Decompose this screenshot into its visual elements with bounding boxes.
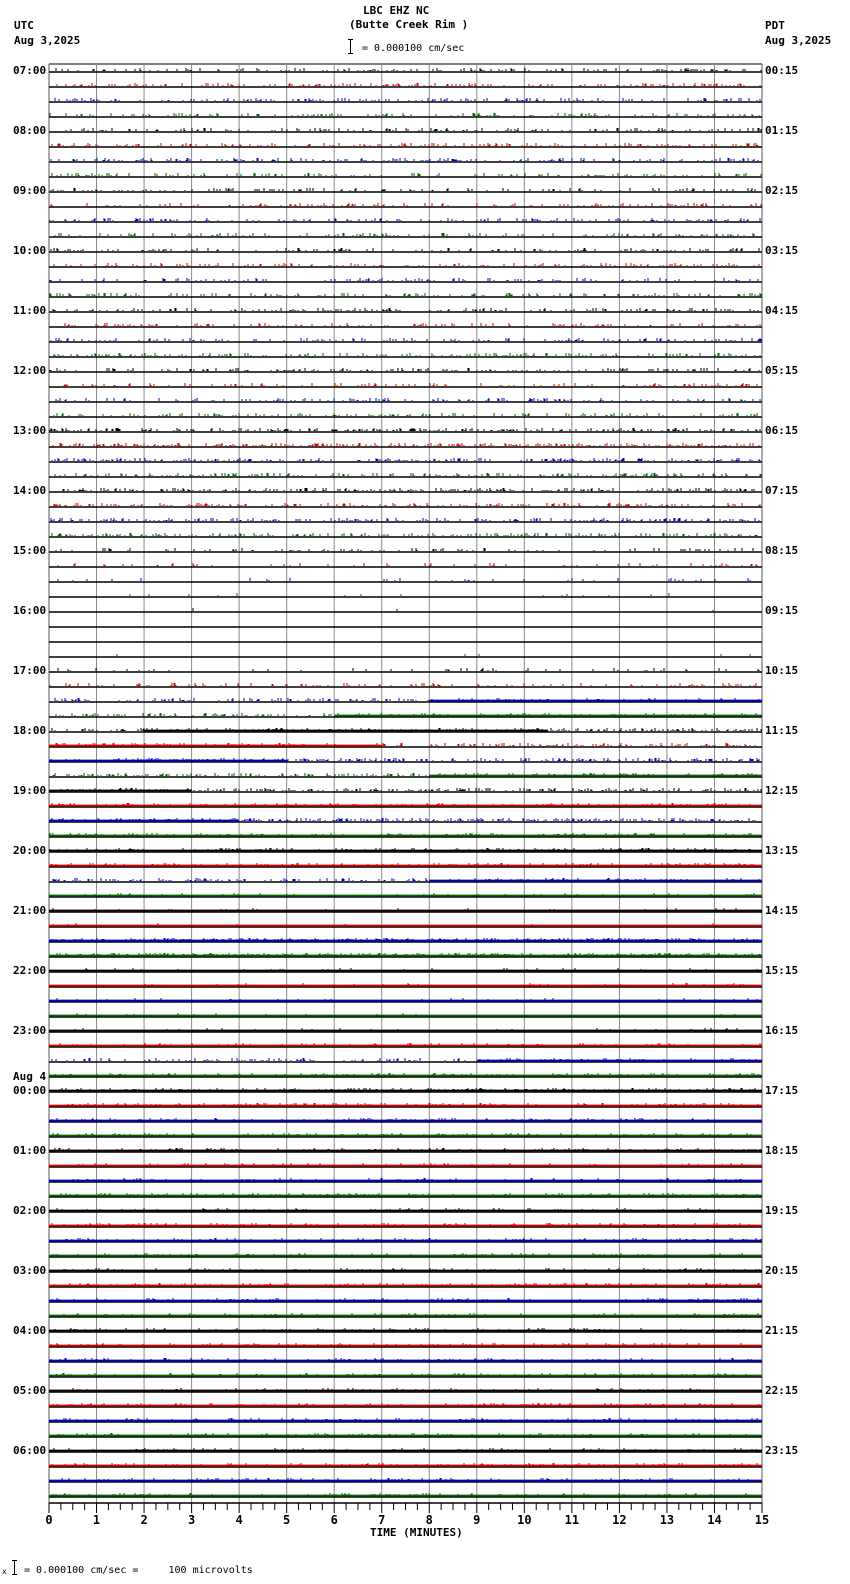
utc-hour-label: 00:00 (13, 1084, 47, 1097)
utc-hour-label: 18:00 (13, 724, 47, 737)
x-tick-label: 8 (425, 1513, 433, 1527)
pdt-hour-label: 16:15 (765, 1024, 799, 1037)
utc-hour-label: 02:00 (13, 1204, 47, 1217)
pdt-hour-label: 22:15 (765, 1384, 799, 1397)
left-timezone: UTC (14, 19, 34, 32)
pdt-hour-label: 19:15 (765, 1204, 799, 1217)
x-tick-label: 10 (517, 1513, 532, 1527)
pdt-hour-label: 23:15 (765, 1444, 799, 1457)
utc-hour-label: 04:00 (13, 1324, 47, 1337)
utc-hour-label: 03:00 (13, 1264, 47, 1277)
x-tick-label: 15 (754, 1513, 770, 1527)
x-tick-label: 9 (473, 1513, 481, 1527)
site-name: (Butte Creek Rim ) (349, 18, 469, 31)
utc-hour-label: 19:00 (13, 784, 47, 797)
footer-scale-note: = 0.000100 cm/sec = 100 microvolts (24, 1565, 253, 1576)
pdt-hour-label: 12:15 (765, 784, 799, 797)
x-tick-label: 5 (283, 1513, 291, 1527)
pdt-hour-label: 07:15 (765, 484, 799, 497)
utc-hour-label: 09:00 (13, 184, 47, 197)
utc-hour-label: 06:00 (13, 1444, 47, 1457)
right-date: Aug 3,2025 (765, 34, 832, 47)
utc-hour-label: 10:00 (13, 244, 47, 257)
pdt-hour-label: 06:15 (765, 424, 799, 437)
utc-hour-label: 15:00 (13, 544, 47, 557)
utc-hour-label: 01:00 (13, 1144, 47, 1157)
utc-hour-label: 21:00 (13, 904, 47, 917)
pdt-hour-label: 15:15 (765, 964, 799, 977)
utc-hour-label: 22:00 (13, 964, 47, 977)
utc-hour-label: 17:00 (13, 664, 47, 677)
x-axis-title: TIME (MINUTES) (370, 1526, 463, 1539)
pdt-hour-label: 04:15 (765, 304, 799, 317)
utc-hour-label: 07:00 (13, 64, 47, 77)
pdt-hour-label: 11:15 (765, 724, 799, 737)
pdt-hour-label: 17:15 (765, 1084, 799, 1097)
pdt-hour-label: 03:15 (765, 244, 799, 257)
left-date: Aug 3,2025 (14, 34, 81, 47)
x-tick-label: 1 (92, 1513, 101, 1527)
x-tick-label: 7 (378, 1513, 386, 1527)
x-tick-label: 6 (330, 1513, 338, 1527)
pdt-hour-label: 08:15 (765, 544, 799, 557)
utc-hour-label: 13:00 (13, 424, 47, 437)
pdt-hour-label: 01:15 (765, 124, 799, 137)
x-tick-label: 2 (140, 1513, 148, 1527)
utc-hour-label: 12:00 (13, 364, 47, 377)
x-tick-label: 14 (707, 1513, 722, 1527)
utc-hour-label: 23:00 (13, 1024, 47, 1037)
pdt-hour-label: 00:15 (765, 64, 799, 77)
scale-text: = 0.000100 cm/sec (362, 43, 465, 54)
utc-hour-label: 05:00 (13, 1384, 47, 1397)
pdt-hour-label: 14:15 (765, 904, 799, 917)
utc-hour-label: 16:00 (13, 604, 47, 617)
pdt-hour-label: 09:15 (765, 604, 799, 617)
pdt-hour-label: 18:15 (765, 1144, 799, 1157)
x-tick-label: 12 (612, 1513, 627, 1527)
x-tick-label: 3 (187, 1513, 196, 1527)
utc-hour-label: 14:00 (13, 484, 47, 497)
station-title: LBC EHZ NC (363, 4, 430, 17)
pdt-hour-label: 21:15 (765, 1324, 799, 1337)
x-tick-label: 11 (564, 1513, 580, 1527)
footer-prefix: x (2, 1567, 7, 1576)
date-change-label: Aug 4 (13, 1070, 47, 1083)
x-tick-label: 13 (659, 1513, 675, 1527)
right-timezone: PDT (765, 19, 785, 32)
pdt-hour-label: 05:15 (765, 364, 799, 377)
pdt-hour-label: 02:15 (765, 184, 799, 197)
pdt-hour-label: 20:15 (765, 1264, 799, 1277)
pdt-hour-label: 13:15 (765, 844, 799, 857)
footer-scale-bar-icon (14, 1560, 20, 1575)
x-tick-label: 0 (45, 1513, 53, 1527)
utc-hour-label: 20:00 (13, 844, 47, 857)
x-tick-label: 4 (235, 1513, 243, 1527)
pdt-hour-label: 10:15 (765, 664, 799, 677)
utc-hour-label: 11:00 (13, 304, 47, 317)
utc-hour-label: 08:00 (13, 124, 47, 137)
